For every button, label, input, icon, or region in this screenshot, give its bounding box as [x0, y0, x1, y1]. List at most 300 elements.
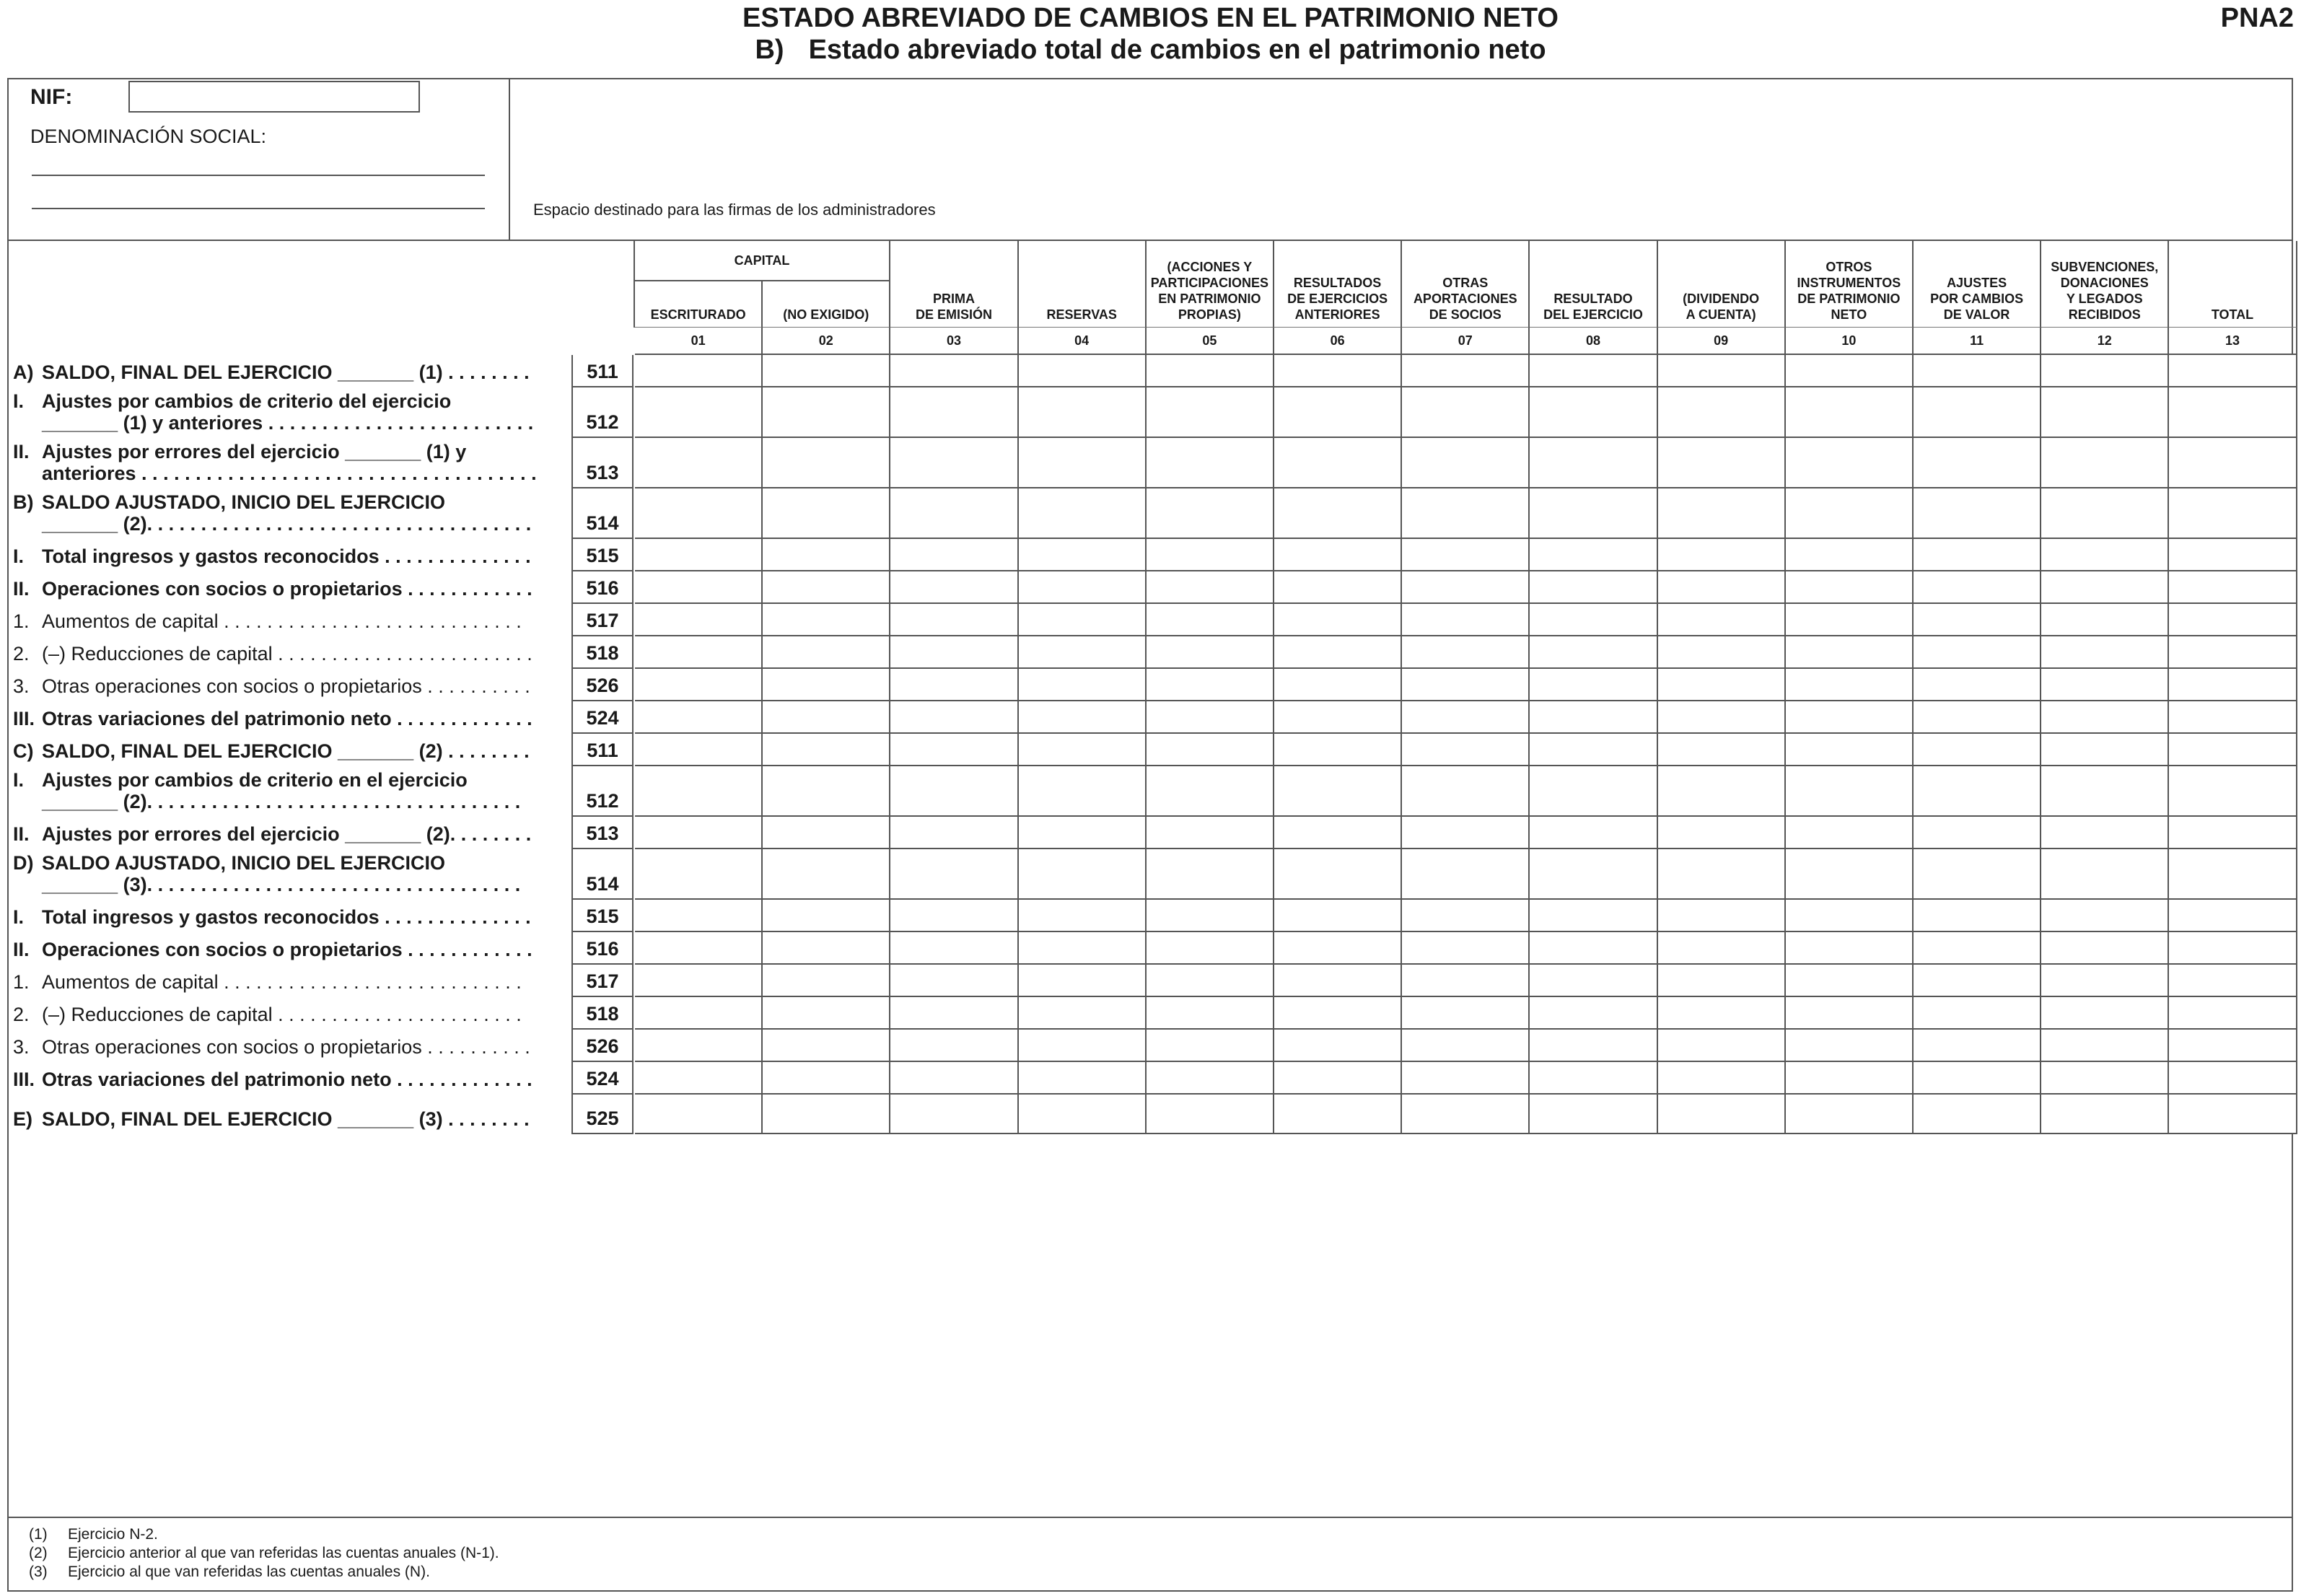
- input-cell-515-08[interactable]: [1530, 539, 1657, 571]
- input-cell-512-03[interactable]: [890, 766, 1018, 817]
- input-cell-524-02[interactable]: [763, 701, 890, 734]
- input-cell-524-12[interactable]: [2041, 701, 2169, 734]
- input-cell-518-05[interactable]: [1147, 636, 1274, 669]
- input-cell-526-05[interactable]: [1147, 669, 1274, 701]
- input-cell-518-02[interactable]: [763, 636, 890, 669]
- input-cell-513-12[interactable]: [2041, 817, 2169, 849]
- input-cell-517-10[interactable]: [1786, 965, 1914, 997]
- nif-field[interactable]: [128, 81, 420, 113]
- input-cell-513-02[interactable]: [763, 438, 890, 488]
- input-cell-515-05[interactable]: [1147, 900, 1274, 932]
- input-cell-511-13[interactable]: [2169, 355, 2297, 387]
- input-cell-514-13[interactable]: [2169, 849, 2297, 900]
- input-cell-513-06[interactable]: [1274, 817, 1402, 849]
- input-cell-512-08[interactable]: [1530, 387, 1657, 438]
- input-cell-514-13[interactable]: [2169, 488, 2297, 539]
- input-cell-525-06[interactable]: [1274, 1095, 1402, 1134]
- input-cell-515-04[interactable]: [1019, 539, 1147, 571]
- input-cell-524-09[interactable]: [1658, 701, 1786, 734]
- input-cell-517-01[interactable]: [635, 604, 763, 636]
- input-cell-525-08[interactable]: [1530, 1095, 1657, 1134]
- input-cell-525-09[interactable]: [1658, 1095, 1786, 1134]
- input-cell-514-12[interactable]: [2041, 849, 2169, 900]
- input-cell-517-09[interactable]: [1658, 604, 1786, 636]
- input-cell-517-03[interactable]: [890, 604, 1018, 636]
- input-cell-513-05[interactable]: [1147, 438, 1274, 488]
- input-cell-517-08[interactable]: [1530, 604, 1657, 636]
- denominacion-line-1[interactable]: [32, 175, 485, 176]
- input-cell-513-08[interactable]: [1530, 817, 1657, 849]
- input-cell-512-09[interactable]: [1658, 387, 1786, 438]
- input-cell-512-02[interactable]: [763, 766, 890, 817]
- input-cell-517-13[interactable]: [2169, 604, 2297, 636]
- input-cell-516-01[interactable]: [635, 932, 763, 965]
- input-cell-517-04[interactable]: [1019, 965, 1147, 997]
- input-cell-526-02[interactable]: [763, 669, 890, 701]
- row-label: [13, 491, 561, 535]
- input-cell-518-02[interactable]: [763, 997, 890, 1030]
- input-cell-518-04[interactable]: [1019, 997, 1147, 1030]
- input-cell-514-04[interactable]: [1019, 849, 1147, 900]
- input-cell-518-10[interactable]: [1786, 636, 1914, 669]
- input-cell-515-01[interactable]: [635, 900, 763, 932]
- input-cell-514-08[interactable]: [1530, 488, 1657, 539]
- input-cell-526-01[interactable]: [635, 1030, 763, 1062]
- input-cell-517-05[interactable]: [1147, 965, 1274, 997]
- input-cell-513-02[interactable]: [763, 817, 890, 849]
- input-cell-526-03[interactable]: [890, 669, 1018, 701]
- input-cell-524-01[interactable]: [635, 1062, 763, 1095]
- input-cell-516-07[interactable]: [1402, 932, 1530, 965]
- input-cell-524-10[interactable]: [1786, 1062, 1914, 1095]
- input-cell-515-09[interactable]: [1658, 539, 1786, 571]
- input-cell-524-05[interactable]: [1147, 1062, 1274, 1095]
- input-cell-511-09[interactable]: [1658, 734, 1786, 766]
- input-cell-518-06[interactable]: [1274, 997, 1402, 1030]
- input-cell-512-04[interactable]: [1019, 766, 1147, 817]
- input-cell-511-07[interactable]: [1402, 355, 1530, 387]
- input-cell-515-08[interactable]: [1530, 900, 1657, 932]
- input-cell-525-04[interactable]: [1019, 1095, 1147, 1134]
- input-cell-515-03[interactable]: [890, 539, 1018, 571]
- column-header-line: NETO: [1831, 307, 1867, 322]
- signature-area[interactable]: [510, 78, 2293, 241]
- column-number-03: 03: [890, 328, 1018, 355]
- input-cell-516-10[interactable]: [1786, 932, 1914, 965]
- input-cell-512-03[interactable]: [890, 387, 1018, 438]
- input-cell-512-05[interactable]: [1147, 387, 1274, 438]
- input-cell-517-02[interactable]: [763, 965, 890, 997]
- input-cell-515-09[interactable]: [1658, 900, 1786, 932]
- input-cell-512-09[interactable]: [1658, 766, 1786, 817]
- input-cell-513-03[interactable]: [890, 817, 1018, 849]
- subtitle-text: Estado abreviado total de cambios en el patrimonio neto: [808, 35, 1546, 65]
- input-cell-524-05[interactable]: [1147, 701, 1274, 734]
- input-cell-514-04[interactable]: [1019, 488, 1147, 539]
- input-cell-526-08[interactable]: [1530, 1030, 1657, 1062]
- input-cell-513-07[interactable]: [1402, 438, 1530, 488]
- input-cell-518-09[interactable]: [1658, 636, 1786, 669]
- input-cell-525-05[interactable]: [1147, 1095, 1274, 1134]
- input-cell-512-13[interactable]: [2169, 766, 2297, 817]
- input-cell-514-02[interactable]: [763, 849, 890, 900]
- row-label: [13, 578, 561, 600]
- input-cell-512-01[interactable]: [635, 766, 763, 817]
- input-cell-517-06[interactable]: [1274, 604, 1402, 636]
- input-cell-513-13[interactable]: [2169, 438, 2297, 488]
- input-cell-514-07[interactable]: [1402, 849, 1530, 900]
- input-cell-526-10[interactable]: [1786, 1030, 1914, 1062]
- input-cell-516-12[interactable]: [2041, 571, 2169, 604]
- input-cell-515-02[interactable]: [763, 900, 890, 932]
- input-cell-511-01[interactable]: [635, 355, 763, 387]
- row-prefix: II.: [13, 578, 30, 600]
- input-cell-511-01[interactable]: [635, 734, 763, 766]
- input-cell-526-11[interactable]: [1914, 1030, 2041, 1062]
- input-cell-517-04[interactable]: [1019, 604, 1147, 636]
- input-cell-516-12[interactable]: [2041, 932, 2169, 965]
- input-cell-517-09[interactable]: [1658, 965, 1786, 997]
- input-cell-517-12[interactable]: [2041, 604, 2169, 636]
- input-cell-517-11[interactable]: [1914, 965, 2041, 997]
- input-cell-512-10[interactable]: [1786, 766, 1914, 817]
- row-text: Ajustes por cambios de criterio del ejercicio: [42, 390, 452, 412]
- input-cell-524-03[interactable]: [890, 1062, 1018, 1095]
- input-cell-511-11[interactable]: [1914, 355, 2041, 387]
- row-text: Otras variaciones del patrimonio neto . . . . . . . . . . . . .: [42, 708, 532, 729]
- input-cell-512-07[interactable]: [1402, 387, 1530, 438]
- input-cell-525-10[interactable]: [1786, 1095, 1914, 1134]
- input-cell-512-02[interactable]: [763, 387, 890, 438]
- input-cell-516-08[interactable]: [1530, 932, 1657, 965]
- input-cell-511-04[interactable]: [1019, 355, 1147, 387]
- input-cell-517-13[interactable]: [2169, 965, 2297, 997]
- input-cell-511-07[interactable]: [1402, 734, 1530, 766]
- input-cell-518-10[interactable]: [1786, 997, 1914, 1030]
- input-cell-511-06[interactable]: [1274, 734, 1402, 766]
- input-cell-511-04[interactable]: [1019, 734, 1147, 766]
- input-cell-517-12[interactable]: [2041, 965, 2169, 997]
- input-cell-515-10[interactable]: [1786, 539, 1914, 571]
- input-cell-518-08[interactable]: [1530, 636, 1657, 669]
- input-cell-511-10[interactable]: [1786, 734, 1914, 766]
- input-cell-516-05[interactable]: [1147, 571, 1274, 604]
- input-cell-515-13[interactable]: [2169, 900, 2297, 932]
- input-cell-514-08[interactable]: [1530, 849, 1657, 900]
- input-cell-518-03[interactable]: [890, 997, 1018, 1030]
- column-header-label: [1414, 275, 1517, 323]
- input-cell-525-03[interactable]: [890, 1095, 1018, 1134]
- row-text: (–) Reducciones de capital . . . . . . . . . . . . . . . . . . . . . . . .: [42, 643, 532, 665]
- input-cell-516-05[interactable]: [1147, 932, 1274, 965]
- row-text: anteriores . . . . . . . . . . . . . . . . . . . . . . . . . . . . . . . . . . . . .: [42, 462, 537, 484]
- input-cell-512-10[interactable]: [1786, 387, 1914, 438]
- input-cell-515-05[interactable]: [1147, 539, 1274, 571]
- input-cell-511-02[interactable]: [763, 734, 890, 766]
- row-code-512: 512: [571, 766, 634, 817]
- input-cell-512-07[interactable]: [1402, 766, 1530, 817]
- input-cell-511-11[interactable]: [1914, 734, 2041, 766]
- input-cell-524-10[interactable]: [1786, 701, 1914, 734]
- input-cell-512-11[interactable]: [1914, 766, 2041, 817]
- input-cell-524-07[interactable]: [1402, 701, 1530, 734]
- input-cell-515-01[interactable]: [635, 539, 763, 571]
- input-cell-513-11[interactable]: [1914, 817, 2041, 849]
- input-cell-511-06[interactable]: [1274, 355, 1402, 387]
- input-cell-514-06[interactable]: [1274, 488, 1402, 539]
- input-cell-524-09[interactable]: [1658, 1062, 1786, 1095]
- input-cell-514-01[interactable]: [635, 849, 763, 900]
- row-label: [13, 361, 561, 383]
- input-cell-526-07[interactable]: [1402, 1030, 1530, 1062]
- input-cell-524-11[interactable]: [1914, 1062, 2041, 1095]
- input-cell-515-11[interactable]: [1914, 539, 2041, 571]
- input-cell-526-07[interactable]: [1402, 669, 1530, 701]
- row-text: SALDO, FINAL DEL EJERCICIO _______ (2) . . . . . . . .: [42, 740, 530, 762]
- input-cell-515-07[interactable]: [1402, 900, 1530, 932]
- input-cell-526-06[interactable]: [1274, 669, 1402, 701]
- denominacion-line-2[interactable]: [32, 208, 485, 209]
- input-cell-524-04[interactable]: [1019, 701, 1147, 734]
- input-cell-517-01[interactable]: [635, 965, 763, 997]
- input-cell-515-03[interactable]: [890, 900, 1018, 932]
- input-cell-524-03[interactable]: [890, 701, 1018, 734]
- input-cell-524-13[interactable]: [2169, 701, 2297, 734]
- input-cell-517-06[interactable]: [1274, 965, 1402, 997]
- input-cell-518-11[interactable]: [1914, 997, 2041, 1030]
- input-cell-524-12[interactable]: [2041, 1062, 2169, 1095]
- input-cell-524-13[interactable]: [2169, 1062, 2297, 1095]
- input-cell-524-01[interactable]: [635, 701, 763, 734]
- input-cell-518-13[interactable]: [2169, 636, 2297, 669]
- input-cell-513-01[interactable]: [635, 817, 763, 849]
- input-cell-514-09[interactable]: [1658, 488, 1786, 539]
- input-cell-512-13[interactable]: [2169, 387, 2297, 438]
- row-prefix: 2.: [13, 1004, 30, 1025]
- input-cell-512-05[interactable]: [1147, 766, 1274, 817]
- input-cell-518-09[interactable]: [1658, 997, 1786, 1030]
- row-code-514: 514: [571, 488, 634, 539]
- input-cell-514-06[interactable]: [1274, 849, 1402, 900]
- input-cell-524-08[interactable]: [1530, 701, 1657, 734]
- input-cell-518-12[interactable]: [2041, 997, 2169, 1030]
- input-cell-524-07[interactable]: [1402, 1062, 1530, 1095]
- input-cell-516-13[interactable]: [2169, 571, 2297, 604]
- input-cell-526-09[interactable]: [1658, 1030, 1786, 1062]
- input-cell-518-01[interactable]: [635, 636, 763, 669]
- input-cell-513-12[interactable]: [2041, 438, 2169, 488]
- input-cell-516-02[interactable]: [763, 932, 890, 965]
- input-cell-526-03[interactable]: [890, 1030, 1018, 1062]
- input-cell-515-04[interactable]: [1019, 900, 1147, 932]
- input-cell-512-06[interactable]: [1274, 766, 1402, 817]
- input-cell-516-04[interactable]: [1019, 571, 1147, 604]
- input-cell-516-10[interactable]: [1786, 571, 1914, 604]
- input-cell-511-13[interactable]: [2169, 734, 2297, 766]
- input-cell-515-13[interactable]: [2169, 539, 2297, 571]
- input-cell-518-08[interactable]: [1530, 997, 1657, 1030]
- input-cell-518-11[interactable]: [1914, 636, 2041, 669]
- input-cell-516-11[interactable]: [1914, 571, 2041, 604]
- input-cell-512-08[interactable]: [1530, 766, 1657, 817]
- input-cell-513-13[interactable]: [2169, 817, 2297, 849]
- input-cell-526-02[interactable]: [763, 1030, 890, 1062]
- input-cell-517-02[interactable]: [763, 604, 890, 636]
- input-cell-526-12[interactable]: [2041, 669, 2169, 701]
- input-cell-524-11[interactable]: [1914, 701, 2041, 734]
- input-cell-513-06[interactable]: [1274, 438, 1402, 488]
- input-cell-526-04[interactable]: [1019, 1030, 1147, 1062]
- input-cell-526-13[interactable]: [2169, 669, 2297, 701]
- input-cell-516-06[interactable]: [1274, 571, 1402, 604]
- input-cell-526-06[interactable]: [1274, 1030, 1402, 1062]
- input-cell-517-11[interactable]: [1914, 604, 2041, 636]
- input-cell-513-08[interactable]: [1530, 438, 1657, 488]
- input-cell-515-07[interactable]: [1402, 539, 1530, 571]
- input-cell-518-12[interactable]: [2041, 636, 2169, 669]
- input-cell-526-04[interactable]: [1019, 669, 1147, 701]
- input-cell-516-08[interactable]: [1530, 571, 1657, 604]
- input-cell-513-09[interactable]: [1658, 817, 1786, 849]
- input-cell-517-07[interactable]: [1402, 965, 1530, 997]
- input-cell-525-02[interactable]: [763, 1095, 890, 1134]
- input-cell-526-12[interactable]: [2041, 1030, 2169, 1062]
- row-code-517: 517: [571, 604, 634, 636]
- input-cell-526-11[interactable]: [1914, 669, 2041, 701]
- input-cell-516-03[interactable]: [890, 932, 1018, 965]
- input-cell-515-06[interactable]: [1274, 900, 1402, 932]
- input-cell-514-03[interactable]: [890, 849, 1018, 900]
- input-cell-511-03[interactable]: [890, 355, 1018, 387]
- input-cell-525-01[interactable]: [635, 1095, 763, 1134]
- input-cell-513-04[interactable]: [1019, 817, 1147, 849]
- input-cell-517-07[interactable]: [1402, 604, 1530, 636]
- input-cell-514-03[interactable]: [890, 488, 1018, 539]
- input-cell-512-12[interactable]: [2041, 766, 2169, 817]
- input-cell-516-01[interactable]: [635, 571, 763, 604]
- input-cell-511-10[interactable]: [1786, 355, 1914, 387]
- input-cell-511-03[interactable]: [890, 734, 1018, 766]
- input-cell-514-09[interactable]: [1658, 849, 1786, 900]
- input-cell-513-04[interactable]: [1019, 438, 1147, 488]
- input-cell-515-11[interactable]: [1914, 900, 2041, 932]
- input-cell-526-08[interactable]: [1530, 669, 1657, 701]
- input-cell-511-09[interactable]: [1658, 355, 1786, 387]
- input-cell-525-13[interactable]: [2169, 1095, 2297, 1134]
- row-prefix: I.: [13, 769, 25, 791]
- input-cell-516-07[interactable]: [1402, 571, 1530, 604]
- input-cell-512-11[interactable]: [1914, 387, 2041, 438]
- input-cell-515-12[interactable]: [2041, 900, 2169, 932]
- input-cell-518-04[interactable]: [1019, 636, 1147, 669]
- input-cell-514-12[interactable]: [2041, 488, 2169, 539]
- input-cell-526-13[interactable]: [2169, 1030, 2297, 1062]
- row-code-518: 518: [571, 997, 634, 1030]
- input-cell-518-05[interactable]: [1147, 997, 1274, 1030]
- input-cell-513-10[interactable]: [1786, 817, 1914, 849]
- input-cell-511-12[interactable]: [2041, 355, 2169, 387]
- input-cell-525-11[interactable]: [1914, 1095, 2041, 1134]
- input-cell-513-07[interactable]: [1402, 817, 1530, 849]
- input-cell-513-05[interactable]: [1147, 817, 1274, 849]
- input-cell-512-04[interactable]: [1019, 387, 1147, 438]
- input-cell-512-12[interactable]: [2041, 387, 2169, 438]
- input-cell-526-10[interactable]: [1786, 669, 1914, 701]
- input-cell-524-06[interactable]: [1274, 1062, 1402, 1095]
- input-cell-517-10[interactable]: [1786, 604, 1914, 636]
- input-cell-514-11[interactable]: [1914, 488, 2041, 539]
- input-cell-514-10[interactable]: [1786, 488, 1914, 539]
- input-cell-511-02[interactable]: [763, 355, 890, 387]
- input-cell-514-05[interactable]: [1147, 488, 1274, 539]
- input-cell-517-03[interactable]: [890, 965, 1018, 997]
- input-cell-512-06[interactable]: [1274, 387, 1402, 438]
- input-cell-518-03[interactable]: [890, 636, 1018, 669]
- column-header-line: Y LEGADOS: [2066, 291, 2143, 306]
- input-cell-525-12[interactable]: [2041, 1095, 2169, 1134]
- input-cell-513-10[interactable]: [1786, 438, 1914, 488]
- input-cell-518-06[interactable]: [1274, 636, 1402, 669]
- input-cell-518-13[interactable]: [2169, 997, 2297, 1030]
- input-cell-516-13[interactable]: [2169, 932, 2297, 965]
- input-cell-514-05[interactable]: [1147, 849, 1274, 900]
- input-cell-516-02[interactable]: [763, 571, 890, 604]
- input-cell-516-06[interactable]: [1274, 932, 1402, 965]
- input-cell-515-02[interactable]: [763, 539, 890, 571]
- input-cell-516-09[interactable]: [1658, 571, 1786, 604]
- input-cell-526-05[interactable]: [1147, 1030, 1274, 1062]
- input-cell-526-01[interactable]: [635, 669, 763, 701]
- input-cell-524-04[interactable]: [1019, 1062, 1147, 1095]
- input-cell-511-12[interactable]: [2041, 734, 2169, 766]
- input-cell-515-12[interactable]: [2041, 539, 2169, 571]
- row-code-513: 513: [571, 438, 634, 488]
- input-cell-513-01[interactable]: [635, 438, 763, 488]
- input-cell-518-01[interactable]: [635, 997, 763, 1030]
- input-cell-511-08[interactable]: [1530, 734, 1657, 766]
- input-cell-513-11[interactable]: [1914, 438, 2041, 488]
- input-cell-518-07[interactable]: [1402, 997, 1530, 1030]
- input-cell-513-03[interactable]: [890, 438, 1018, 488]
- input-cell-511-05[interactable]: [1147, 734, 1274, 766]
- input-cell-514-10[interactable]: [1786, 849, 1914, 900]
- input-cell-514-07[interactable]: [1402, 488, 1530, 539]
- input-cell-513-09[interactable]: [1658, 438, 1786, 488]
- input-cell-517-05[interactable]: [1147, 604, 1274, 636]
- input-cell-525-07[interactable]: [1402, 1095, 1530, 1134]
- input-cell-514-01[interactable]: [635, 488, 763, 539]
- input-cell-516-11[interactable]: [1914, 932, 2041, 965]
- input-cell-524-06[interactable]: [1274, 701, 1402, 734]
- input-cell-514-02[interactable]: [763, 488, 890, 539]
- input-cell-512-01[interactable]: [635, 387, 763, 438]
- column-header-13: [2169, 241, 2297, 328]
- input-cell-516-03[interactable]: [890, 571, 1018, 604]
- input-cell-524-08[interactable]: [1530, 1062, 1657, 1095]
- input-cell-515-06[interactable]: [1274, 539, 1402, 571]
- input-cell-516-09[interactable]: [1658, 932, 1786, 965]
- input-cell-511-08[interactable]: [1530, 355, 1657, 387]
- input-cell-515-10[interactable]: [1786, 900, 1914, 932]
- input-cell-516-04[interactable]: [1019, 932, 1147, 965]
- input-cell-518-07[interactable]: [1402, 636, 1530, 669]
- input-cell-524-02[interactable]: [763, 1062, 890, 1095]
- input-cell-514-11[interactable]: [1914, 849, 2041, 900]
- row-text: SALDO AJUSTADO, INICIO DEL EJERCICIO: [42, 491, 446, 513]
- input-cell-511-05[interactable]: [1147, 355, 1274, 387]
- input-cell-517-08[interactable]: [1530, 965, 1657, 997]
- input-cell-526-09[interactable]: [1658, 669, 1786, 701]
